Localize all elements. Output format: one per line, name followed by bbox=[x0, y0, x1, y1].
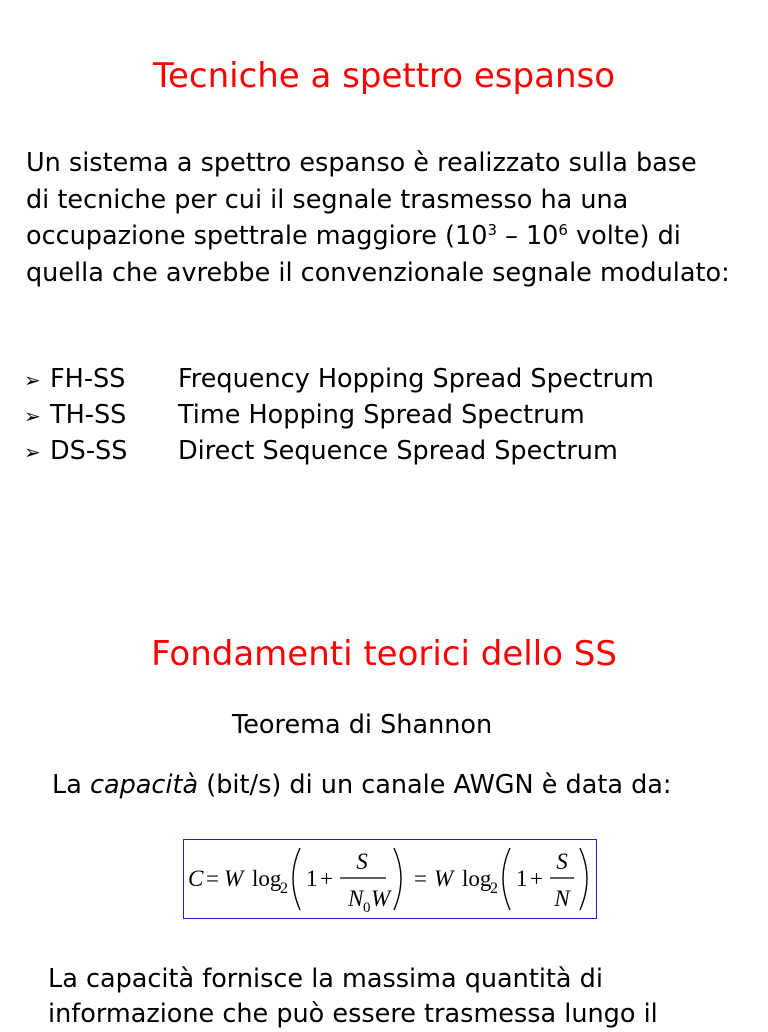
formula-log-1: log bbox=[252, 866, 282, 891]
formula-one-1: 1 bbox=[306, 866, 318, 891]
formula-open-paren-2 bbox=[503, 848, 510, 910]
formula-one-2: 1 bbox=[516, 866, 528, 891]
closing-line-2: informazione che può essere trasmessa lungo il bbox=[48, 999, 658, 1029]
intro-line-2: di tecniche per cui il segnale trasmesso ha una bbox=[26, 184, 629, 215]
formula-plus-1: + bbox=[320, 866, 333, 891]
shannon-formula bbox=[184, 840, 596, 918]
exponent-3: 3 bbox=[487, 221, 497, 239]
formula-equals-1: = bbox=[206, 866, 219, 891]
intro-line-1: Un sistema a spettro espanso è realizzato sulla base bbox=[26, 148, 697, 178]
arrow-bullet-icon: ➢ bbox=[24, 404, 41, 428]
list-item bbox=[24, 362, 654, 398]
technique-abbr: TH-SS bbox=[50, 400, 127, 430]
intro-line-3-start: occupazione spettrale maggiore (10 bbox=[26, 221, 488, 251]
shannon-formula-box bbox=[183, 839, 597, 919]
formula-n: N bbox=[554, 886, 570, 911]
formula-log-base-2: 2 bbox=[490, 880, 498, 897]
intro-line-4: quella che avrebbe il convenzionale segnale modulato: bbox=[26, 257, 730, 288]
technique-name: Time Hopping Spread Spectrum bbox=[178, 400, 585, 430]
technique-abbr: DS-SS bbox=[50, 436, 128, 466]
section-title-foundations: Fondamenti teorici dello SS bbox=[151, 634, 617, 674]
list-item bbox=[24, 398, 654, 434]
formula-s-1: S bbox=[356, 849, 368, 874]
formula-log-base-1: 2 bbox=[280, 880, 288, 897]
capacity-term: capacità bbox=[89, 770, 199, 800]
capacity-prefix: La bbox=[52, 770, 90, 800]
formula-close-paren-1 bbox=[394, 848, 401, 910]
arrow-bullet-icon: ➢ bbox=[24, 368, 41, 392]
formula-close-paren-2 bbox=[580, 848, 587, 910]
intro-paragraph bbox=[26, 145, 766, 291]
arrow-bullet-icon: ➢ bbox=[24, 440, 41, 464]
list-item bbox=[24, 434, 654, 470]
capacity-sentence bbox=[52, 770, 671, 800]
formula-w-2: W bbox=[434, 866, 454, 891]
technique-list bbox=[24, 362, 654, 470]
formula-open-paren-1 bbox=[293, 848, 300, 910]
formula-w-1: W bbox=[224, 866, 244, 891]
subtitle-shannon: Teorema di Shannon bbox=[232, 710, 493, 740]
capacity-suffix: (bit/s) di un canale AWGN è data da: bbox=[198, 770, 672, 800]
formula-c: C bbox=[188, 866, 204, 891]
exponent-6: 6 bbox=[558, 221, 568, 239]
formula-n0: N bbox=[348, 886, 364, 911]
technique-name: Frequency Hopping Spread Spectrum bbox=[178, 364, 654, 394]
formula-s-2: S bbox=[556, 849, 568, 874]
formula-plus-2: + bbox=[530, 866, 543, 891]
formula-n0-subscript: 0 bbox=[363, 900, 371, 916]
formula-w-denominator: W bbox=[371, 886, 391, 911]
closing-line-1: La capacità fornisce la massima quantità di bbox=[48, 964, 603, 994]
formula-equals-2: = bbox=[414, 866, 427, 891]
technique-name: Direct Sequence Spread Spectrum bbox=[178, 436, 618, 466]
intro-line-3 bbox=[26, 218, 766, 255]
section-title-spread-spectrum: Tecniche a spettro espanso bbox=[152, 56, 616, 96]
formula-log-2: log bbox=[462, 866, 492, 891]
intro-line-3-mid: – 10 bbox=[496, 221, 559, 251]
technique-abbr: FH-SS bbox=[50, 364, 126, 394]
intro-line-3-end: volte) di bbox=[567, 221, 681, 251]
closing-paragraph bbox=[48, 962, 768, 1032]
